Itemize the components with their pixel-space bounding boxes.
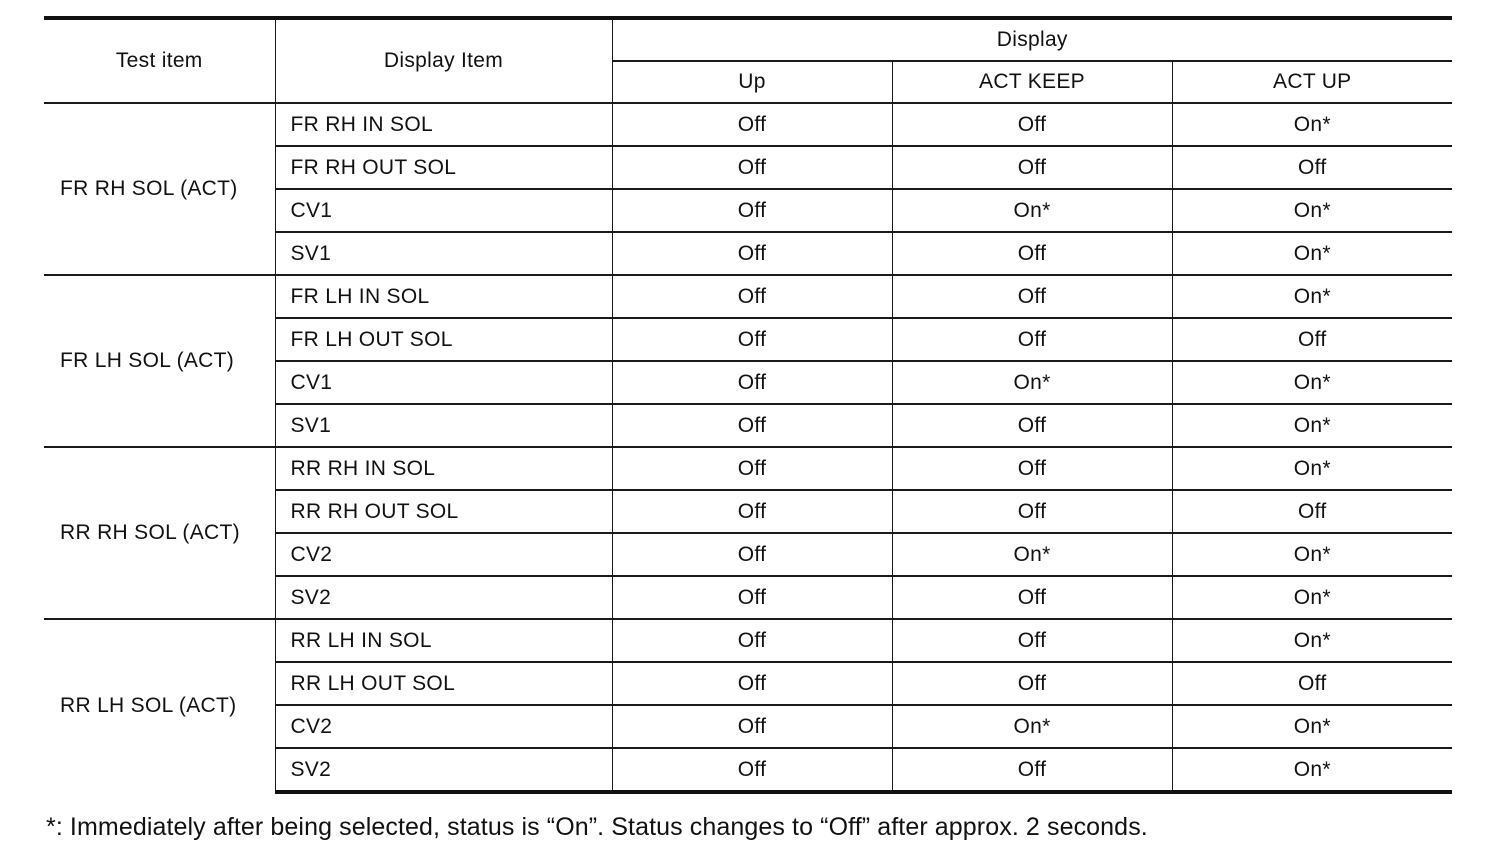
act-keep-value-cell: Off: [892, 146, 1172, 189]
header-act-up: ACT UP: [1172, 61, 1452, 103]
up-value-cell: Off: [612, 103, 892, 146]
up-value-cell: Off: [612, 576, 892, 619]
up-value-cell: Off: [612, 748, 892, 792]
act-keep-value-cell: Off: [892, 318, 1172, 361]
table-row: [44, 619, 1452, 662]
act-keep-value-cell: Off: [892, 404, 1172, 447]
act-keep-value-cell: Off: [892, 275, 1172, 318]
act-up-value-cell: Off: [1172, 318, 1452, 361]
act-keep-value-cell: On*: [892, 361, 1172, 404]
display-item-cell: RR LH OUT SOL: [275, 662, 612, 705]
act-up-value-cell: On*: [1172, 619, 1452, 662]
display-item-cell: FR RH IN SOL: [275, 103, 612, 146]
act-keep-value-cell: Off: [892, 748, 1172, 792]
act-up-value-cell: On*: [1172, 533, 1452, 576]
act-up-value-cell: Off: [1172, 662, 1452, 705]
act-up-value-cell: On*: [1172, 748, 1452, 792]
display-item-cell: SV1: [275, 232, 612, 275]
test-item-cell: RR LH SOL (ACT): [44, 619, 275, 792]
up-value-cell: Off: [612, 275, 892, 318]
table-body: [44, 103, 1452, 792]
display-item-cell: FR RH OUT SOL: [275, 146, 612, 189]
up-value-cell: Off: [612, 404, 892, 447]
display-item-cell: CV2: [275, 533, 612, 576]
act-up-value-cell: On*: [1172, 576, 1452, 619]
act-keep-value-cell: Off: [892, 576, 1172, 619]
test-item-cell: RR RH SOL (ACT): [44, 447, 275, 619]
up-value-cell: Off: [612, 619, 892, 662]
act-keep-value-cell: Off: [892, 232, 1172, 275]
up-value-cell: Off: [612, 705, 892, 748]
header-row-top: [44, 18, 1452, 61]
header-display: Display: [612, 18, 1452, 61]
act-keep-value-cell: On*: [892, 705, 1172, 748]
display-item-cell: RR LH IN SOL: [275, 619, 612, 662]
act-up-value-cell: On*: [1172, 705, 1452, 748]
act-keep-value-cell: Off: [892, 619, 1172, 662]
display-item-cell: SV2: [275, 576, 612, 619]
test-item-cell: FR RH SOL (ACT): [44, 103, 275, 275]
act-up-value-cell: On*: [1172, 404, 1452, 447]
display-item-cell: FR LH IN SOL: [275, 275, 612, 318]
header-display-item: Display Item: [275, 18, 612, 103]
act-up-value-cell: Off: [1172, 490, 1452, 533]
display-item-cell: SV1: [275, 404, 612, 447]
test-item-cell: FR LH SOL (ACT): [44, 275, 275, 447]
display-item-cell: SV2: [275, 748, 612, 792]
table-row: [44, 103, 1452, 146]
header-test-item: Test item: [44, 18, 275, 103]
act-up-value-cell: Off: [1172, 146, 1452, 189]
solenoid-display-table: [44, 16, 1452, 794]
up-value-cell: Off: [612, 533, 892, 576]
header-up: Up: [612, 61, 892, 103]
display-item-cell: RR RH OUT SOL: [275, 490, 612, 533]
up-value-cell: Off: [612, 232, 892, 275]
display-item-cell: CV1: [275, 361, 612, 404]
act-keep-value-cell: Off: [892, 662, 1172, 705]
up-value-cell: Off: [612, 662, 892, 705]
up-value-cell: Off: [612, 447, 892, 490]
footnote: *: Immediately after being selected, status is “On”. Status changes to “Off” after approx. 2 seconds.: [46, 813, 1148, 841]
act-up-value-cell: On*: [1172, 189, 1452, 232]
act-keep-value-cell: Off: [892, 490, 1172, 533]
act-up-value-cell: On*: [1172, 232, 1452, 275]
act-up-value-cell: On*: [1172, 275, 1452, 318]
up-value-cell: Off: [612, 490, 892, 533]
up-value-cell: Off: [612, 146, 892, 189]
up-value-cell: Off: [612, 318, 892, 361]
table-row: [44, 447, 1452, 490]
table-row: [44, 275, 1452, 318]
act-up-value-cell: On*: [1172, 447, 1452, 490]
act-keep-value-cell: Off: [892, 103, 1172, 146]
display-item-cell: RR RH IN SOL: [275, 447, 612, 490]
act-keep-value-cell: On*: [892, 189, 1172, 232]
table-header: [44, 18, 1452, 103]
act-keep-value-cell: Off: [892, 447, 1172, 490]
display-item-cell: CV1: [275, 189, 612, 232]
display-item-cell: CV2: [275, 705, 612, 748]
display-item-cell: FR LH OUT SOL: [275, 318, 612, 361]
act-keep-value-cell: On*: [892, 533, 1172, 576]
header-act-keep: ACT KEEP: [892, 61, 1172, 103]
up-value-cell: Off: [612, 189, 892, 232]
up-value-cell: Off: [612, 361, 892, 404]
act-up-value-cell: On*: [1172, 361, 1452, 404]
act-up-value-cell: On*: [1172, 103, 1452, 146]
